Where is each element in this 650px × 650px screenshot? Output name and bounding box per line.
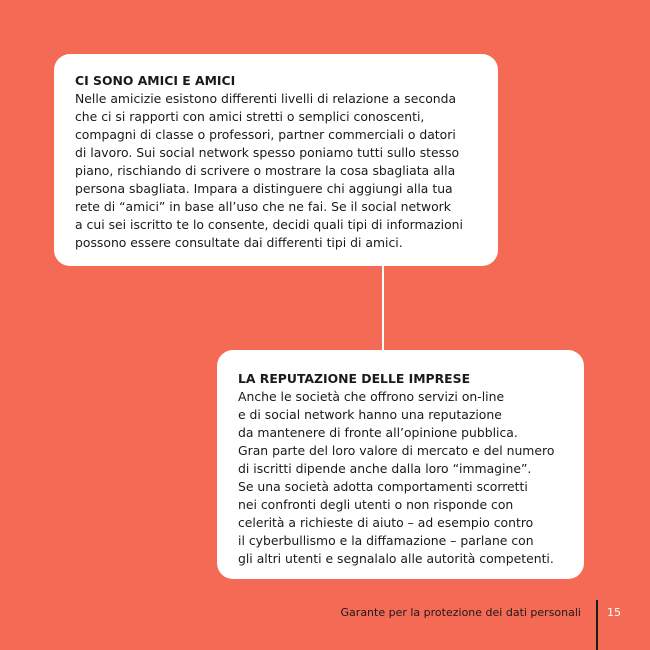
connector-line <box>382 266 384 350</box>
info-box-line: Gran parte del loro valore di mercato e del numero <box>238 443 555 458</box>
info-box-line: persona sbagliata. Impara a distinguere chi aggiungi alla tua <box>75 181 453 196</box>
info-box-line: compagni di classe o professori, partner commerciali o datori <box>75 127 456 142</box>
info-box-line: e di social network hanno una reputazione <box>238 407 502 422</box>
info-box-line: gli altri utenti e segnalalo alle autorità competenti. <box>238 551 554 566</box>
info-box-line: il cyberbullismo e la diffamazione – parlane con <box>238 533 534 548</box>
info-box-company-reputation <box>217 350 584 579</box>
info-box-line: di iscritti dipende anche dalla loro “immagine”. <box>238 461 532 476</box>
info-box-title: LA REPUTAZIONE DELLE IMPRESE <box>238 371 471 386</box>
footer-publisher: Garante per la protezione dei dati personali <box>340 606 581 619</box>
info-box-line: celerità a richieste di aiuto – ad esempio contro <box>238 515 534 530</box>
info-box-line: Anche le società che offrono servizi on-line <box>238 389 505 404</box>
page-number: 15 <box>607 606 621 619</box>
info-box-title: CI SONO AMICI E AMICI <box>75 73 236 88</box>
info-box-line: da mantenere di fronte all’opinione pubblica. <box>238 425 518 440</box>
info-box-line: rete di “amici” in base all’uso che ne fai. Se il social network <box>75 199 451 214</box>
info-box-line: Nelle amicizie esistono differenti livelli di relazione a seconda <box>75 91 457 106</box>
info-box-line: di lavoro. Sui social network spesso poniamo tutti sullo stesso <box>75 145 460 160</box>
info-box-line: nei confronti degli utenti o non risponde con <box>238 497 514 512</box>
info-box-line: Se una società adotta comportamenti scorretti <box>238 479 528 494</box>
info-box-line: possono essere consultate dai differenti tipi di amici. <box>75 235 403 250</box>
info-box-line: a cui sei iscritto te lo consente, decidi quali tipi di informazioni <box>75 217 463 232</box>
info-box-line: piano, rischiando di scrivere o mostrare la cosa sbagliata alla <box>75 163 456 178</box>
info-box-line: che ci si rapporti con amici stretti o semplici conoscenti, <box>75 109 425 124</box>
info-box-friends <box>54 54 498 266</box>
footer-divider <box>596 600 598 650</box>
